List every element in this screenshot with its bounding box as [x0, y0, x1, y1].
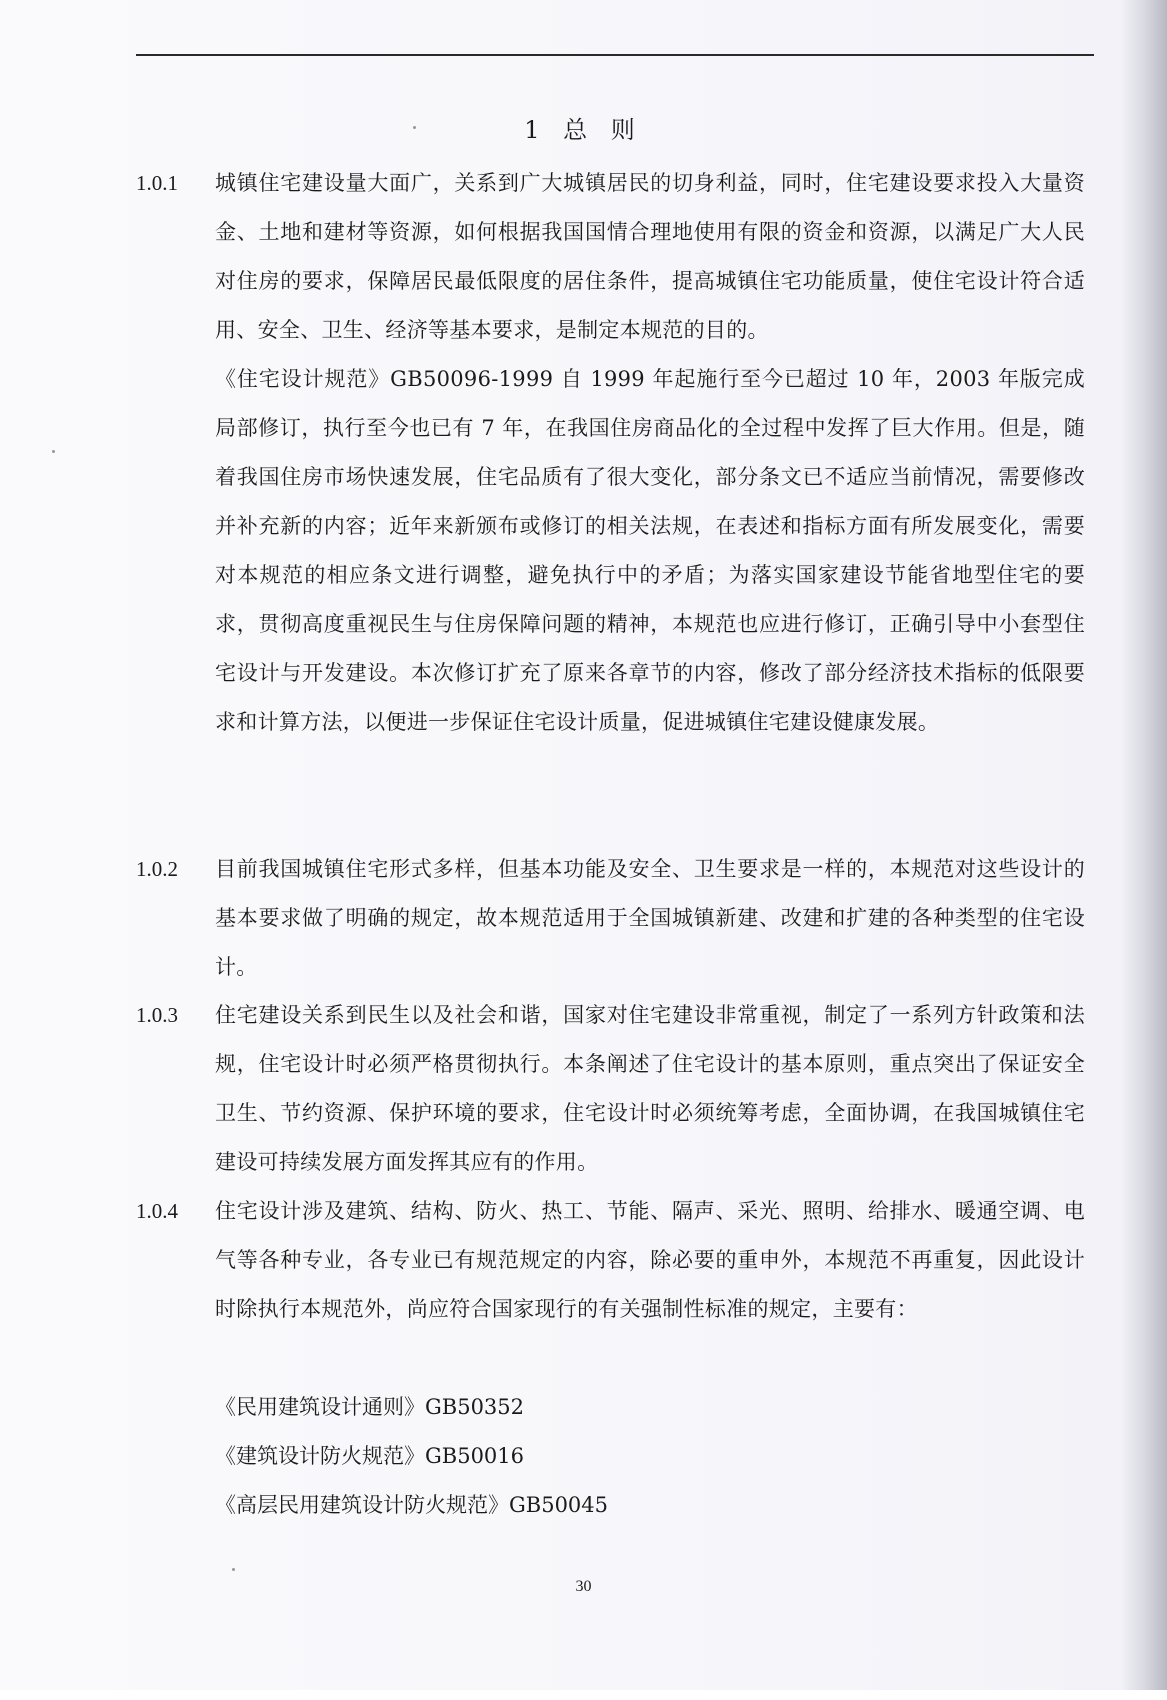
page-number: 30	[575, 1578, 592, 1595]
clause-number: 1.0.3	[136, 1003, 178, 1027]
clause-number: 1.0.2	[136, 857, 178, 881]
standards-list	[215, 1383, 1085, 1530]
clause-paragraph: 城镇住宅建设量大面广，关系到广大城镇居民的切身利益，同时，住宅建设要求投入大量资金、土地和建材等资源，如何根据我国国情合理地使用有限的资金和资源，以满足广大人民对住房的要求，保障居民最低限度的居住条件，提高城镇住宅功能质量，使住宅设计符合适用、安全、卫生、经济等基本要求，是制定本规范的目的。	[215, 171, 1085, 342]
clause-1-0-4	[136, 1187, 1094, 1334]
scan-speck	[52, 450, 55, 453]
clause-paragraph: 住宅建设关系到民生以及社会和谐，国家对住宅建设非常重视，制定了一系列方针政策和法规，住宅设计时必须严格贯彻执行。本条阐述了住宅设计的基本原则，重点突出了保证安全卫生、节约资源、保护环境的要求，住宅设计时必须统筹考虑，全面协调，在我国城镇住宅建设可持续发展方面发挥其应有的作用。	[215, 1003, 1085, 1174]
clause-body	[215, 159, 1085, 747]
clause-number: 1.0.4	[136, 1199, 178, 1223]
scan-bottom-margin	[0, 1690, 1167, 1700]
clause-paragraph: 《住宅设计规范》GB50096-1999 自 1999 年起施行至今已超过 10 年，2003 年版完成局部修订，执行至今也已有 7 年，在我国住房商品化的全过程中发挥了巨大作用。但是，随着我国住房市场快速发展，住宅品质有了很大变化，部分条文已不适应当前情况，需要修改并补充新的内容；近年来新颁布或修订的相关法规，在表述和指标方面有所发展变化，需要对本规范的相应条文进行调整，避免执行中的矛盾；为落实国家建设节能省地型住宅的要求，贯彻高度重视民生与住房保障问题的精神，本规范也应进行修订，正确引导中小套型住宅设计与开发建设。本次修订扩充了原来各章节的内容，修改了部分经济技术指标的低限要求和计算方法，以便进一步保证住宅设计质量，促进城镇住宅建设健康发展。	[215, 367, 1085, 734]
standard-item: 《高层民用建筑设计防火规范》GB50045	[215, 1493, 609, 1517]
clause-body	[215, 1187, 1085, 1334]
clause-number: 1.0.1	[136, 171, 178, 195]
clause-paragraph: 住宅设计涉及建筑、结构、防火、热工、节能、隔声、采光、照明、给排水、暖通空调、电气等各种专业，各专业已有规范规定的内容，除必要的重申外，本规范不再重复，因此设计时除执行本规范外，尚应符合国家现行的有关强制性标准的规定，主要有：	[215, 1199, 1085, 1321]
chapter-title: 1 总 则	[524, 116, 643, 144]
clause-1-0-3	[136, 991, 1094, 1187]
standard-item: 《民用建筑设计通则》GB50352	[215, 1395, 525, 1419]
clause-paragraph: 目前我国城镇住宅形式多样，但基本功能及安全、卫生要求是一样的，本规范对这些设计的基本要求做了明确的规定，故本规范适用于全国城镇新建、改建和扩建的各种类型的住宅设计。	[215, 857, 1085, 979]
clause-body	[215, 991, 1085, 1187]
clause-1-0-1	[136, 159, 1094, 747]
clause-body	[215, 845, 1085, 992]
scan-speck	[232, 1568, 235, 1571]
clause-1-0-2	[136, 845, 1094, 992]
scan-speck	[413, 126, 416, 129]
header-rule	[136, 54, 1094, 56]
standard-item: 《建筑设计防火规范》GB50016	[215, 1444, 525, 1468]
